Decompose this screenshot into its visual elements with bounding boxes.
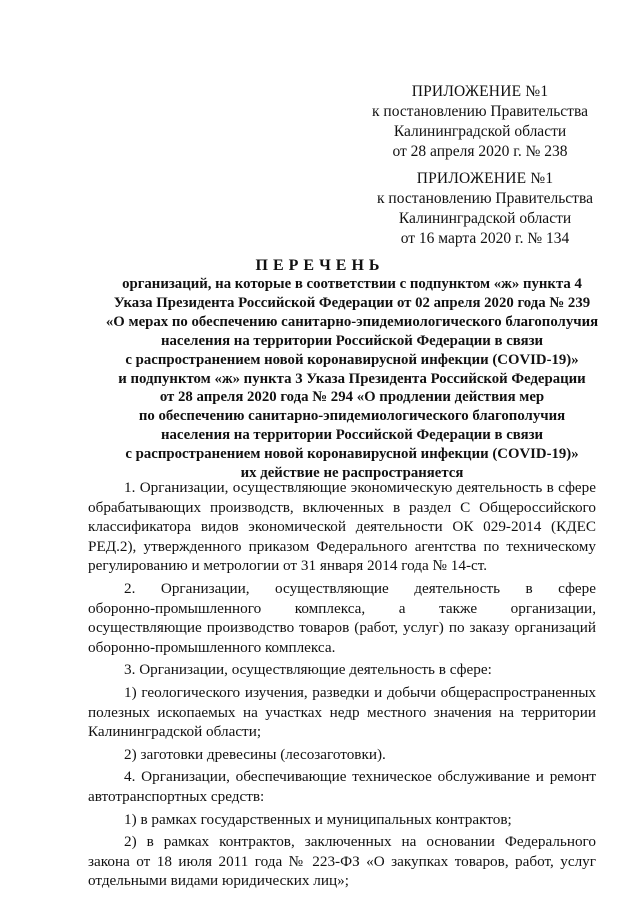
appendix-current-heading: ПРИЛОЖЕНИЕ №1 xyxy=(411,83,549,100)
subtitle-line: по обеспечению санитарно-эпидемиологического благополучия xyxy=(138,408,566,425)
paragraph-3-1-line: Калининградской области; xyxy=(88,723,262,741)
paragraph-2-line: 2. Организации, осуществляющие деятельность в сфере xyxy=(124,579,596,597)
paragraph-4-2-line: закона от 18 июля 2011 года № 223-ФЗ «О закупках товаров, работ, услуг xyxy=(88,852,596,870)
subtitle-line: населения на территории Российской Федерации в связи xyxy=(160,427,544,444)
appendix-original-line-3: от 16 марта 2020 г. № 134 xyxy=(400,230,570,247)
appendix-original-heading: ПРИЛОЖЕНИЕ №1 xyxy=(416,170,554,187)
appendix-current-line-2: Калининградской области xyxy=(393,123,567,140)
subtitle-line: их действие не распространяется xyxy=(240,465,464,482)
appendix-original-line-2: Калининградской области xyxy=(398,210,572,227)
subtitle-line: «О мерах по обеспечению санитарно-эпидемиологического благополучия xyxy=(105,313,599,330)
subtitle-line: Указа Президента Российской Федерации от 02 апреля 2020 года № 239 xyxy=(113,294,591,311)
appendix-current xyxy=(360,82,600,162)
subtitle-line: с распространением новой коронавирусной инфекции (COVID-19)» xyxy=(125,351,579,368)
paragraph-1-line: регулированию и метрологии от 31 января 2014 года № 14-ст. xyxy=(88,557,488,575)
paragraph-4-line: 4. Организации, обеспечивающие техническое обслуживание и ремонт xyxy=(124,768,596,786)
paragraph-1-line: обрабатывающих производств, включенных в раздел С Общероссийского xyxy=(88,498,596,516)
appendix-current-line-3: от 28 апреля 2020 г. № 238 xyxy=(392,143,568,160)
paragraph-1-line: 1. Организации, осуществляющие экономическую деятельность в сфере xyxy=(124,479,596,496)
document-title: ПЕРЕЧЕНЬ xyxy=(255,257,385,274)
paragraph-3-1-line: полезных ископаемых на участках недр местного значения на территории xyxy=(88,703,596,721)
paragraph-4-2-line: отдельными видами юридических лиц»; xyxy=(88,872,349,890)
appendix-original-line-1: к постановлению Правительства xyxy=(377,190,593,207)
paragraph-3-2-line: 2) заготовки древесины (лесозаготовки). xyxy=(124,745,386,763)
paragraph-2-line: оборонно-промышленного комплекса. xyxy=(88,638,336,656)
appendix-current-line-1: к постановлению Правительства xyxy=(372,103,588,120)
subtitle-line: населения на территории Российской Федерации в связи xyxy=(160,332,544,349)
subtitle-line: с распространением новой коронавирусной инфекции (COVID-19)» xyxy=(125,446,579,463)
paragraph-3-line: 3. Организации, осуществляющие деятельность в сфере: xyxy=(124,661,492,679)
subtitle-line: организаций, на которые в соответствии с подпунктом «ж» пункта 4 xyxy=(122,276,582,292)
paragraph-4-line: автотранспортных средств: xyxy=(88,787,265,805)
paragraph-2-line: осуществляющие производство товаров (работ, услуг) по заказу организаций xyxy=(88,619,596,637)
subtitle-line: и подпунктом «ж» пункта 3 Указа Президента Российской Федерации xyxy=(118,370,586,387)
document-subtitle xyxy=(88,275,616,483)
paragraph-4-1-line: 1) в рамках государственных и муниципальных контрактов; xyxy=(124,810,512,828)
paragraph-3-1-line: 1) геологического изучения, разведки и добычи общераспространенных xyxy=(124,683,596,701)
appendix-original xyxy=(370,169,600,249)
document-body xyxy=(88,478,596,891)
subtitle-line: от 28 апреля 2020 года № 294 «О продлении действия мер xyxy=(159,389,545,406)
paragraph-1-line: классификатора видов экономической деятельности ОК 029-2014 (КДЕС xyxy=(88,518,596,536)
paragraph-1-line: РЕД.2), утвержденного приказом Федерального агентства по техническому xyxy=(88,537,596,555)
paragraph-2-line: оборонно-промышленного комплекса, а также организации, xyxy=(88,599,596,617)
paragraph-4-2-line: 2) в рамках контрактов, заключенных на основании Федерального xyxy=(124,833,596,851)
